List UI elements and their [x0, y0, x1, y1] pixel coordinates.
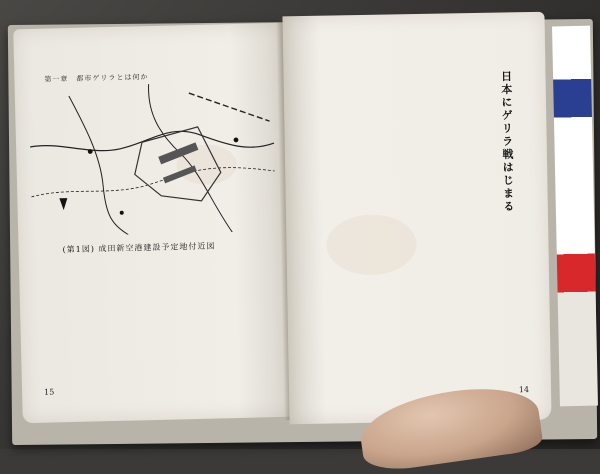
right-page — [282, 12, 551, 425]
map-railway — [189, 91, 270, 123]
map-arrow-icon — [59, 198, 67, 210]
cover-stripes — [552, 26, 598, 407]
map-road — [31, 166, 276, 196]
map-marker — [234, 137, 239, 142]
map-runway — [158, 142, 198, 164]
map-icon — [29, 81, 277, 237]
page-number-left: 15 — [43, 387, 55, 397]
page-number-right: 14 — [518, 385, 530, 395]
map-figure — [29, 81, 277, 237]
map-runway — [163, 165, 197, 183]
left-page — [13, 23, 293, 423]
map-marker — [120, 211, 124, 215]
map-road — [69, 95, 128, 236]
section-title: 日本にゲリラ戦はじまる — [499, 70, 515, 214]
paper-stain — [326, 214, 417, 276]
map-caption: (第1図) 成田新空港建設予定地付近図 — [62, 241, 216, 255]
chapter-header: 第一章 都市ゲリラとは何か — [44, 73, 149, 84]
